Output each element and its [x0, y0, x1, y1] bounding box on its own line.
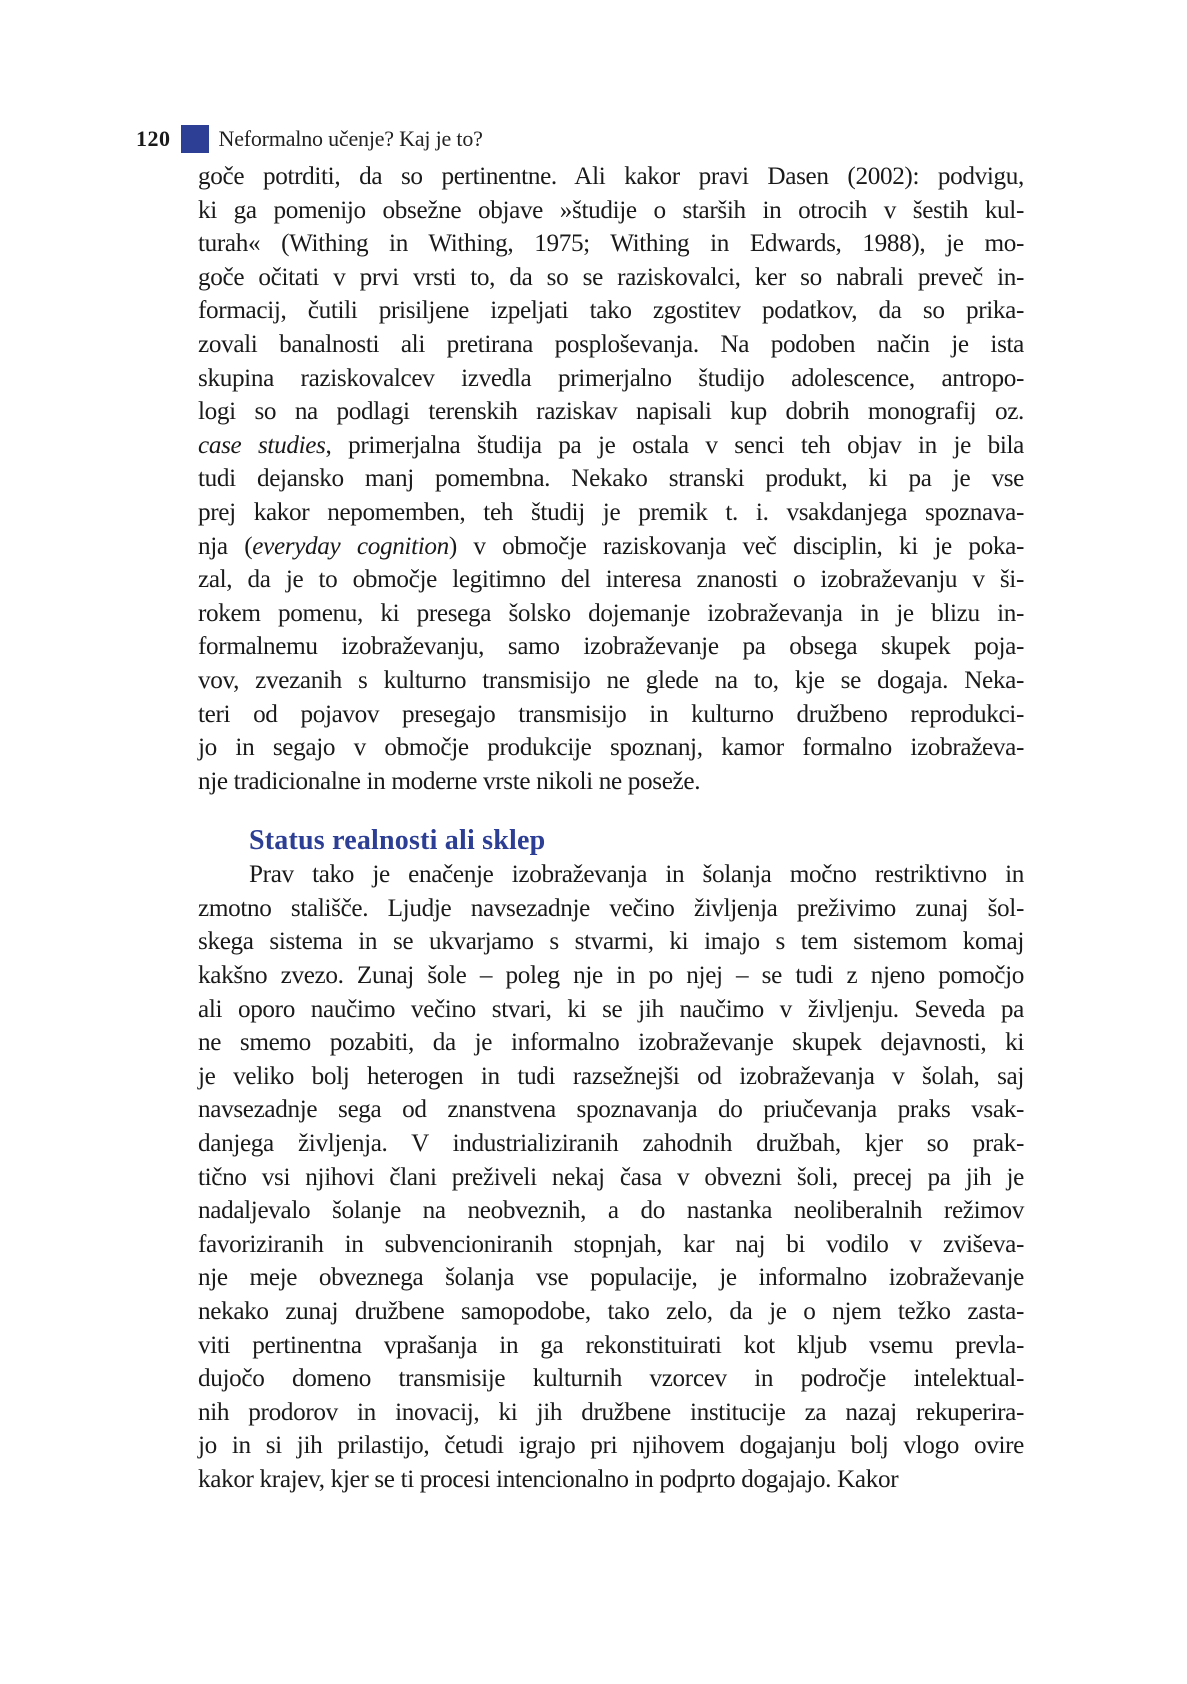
text-line: zal, da je to območje legitimno del interesa znanosti o izobraževanju v ši- — [198, 566, 1024, 594]
text-line: ki ga pomenijo obsežne objave »študije o starših in otrocih v šestih kul- — [198, 196, 1024, 224]
running-head — [136, 124, 483, 154]
text-line: viti pertinentna vprašanja in ga rekonstituirati kot kljub vsemu prevla- — [198, 1331, 1024, 1359]
text-line: ne smemo pozabiti, da je informalno izobraževanje skupek dejavnosti, ki — [198, 1029, 1024, 1057]
text-line: case studies, primerjalna študija pa je ostala v senci teh objav in je bila — [198, 431, 1024, 459]
text-line: nih prodorov in inovacij, ki jih družbene institucije za nazaj rekuperira- — [198, 1398, 1024, 1426]
paragraph-1 — [198, 160, 1024, 798]
text-line: nekako zunaj družbene samopodobe, tako zelo, da je o njem težko zasta- — [198, 1298, 1024, 1325]
body-text — [198, 160, 1024, 1497]
italic-term: everyday cognition — [252, 532, 449, 560]
text-line: Prav tako je enačenje izobraževanja in šolanja močno restriktivno in — [249, 861, 1024, 889]
italic-term: case studies — [198, 431, 326, 459]
text-line: nadaljevalo šolanje na neobveznih, a do nastanka neoliberalnih režimov — [198, 1197, 1024, 1225]
text-line: zovali banalnosti ali pretirana posploševanja. Na podoben način je ista — [198, 330, 1024, 358]
text-line: jo in segajo v območje produkcije spoznanj, kamor formalno izobraževa- — [198, 734, 1024, 762]
text-line: tudi dejansko manj pomembna. Nekako stranski produkt, ki pa je vse — [198, 465, 1024, 493]
text-line: skupina raziskovalcev izvedla primerjalno študijo adolescence, antropo- — [198, 364, 1024, 392]
text-line: danjega življenja. V industrializiranih zahodnih družbah, kjer so prak- — [198, 1130, 1024, 1158]
text-line: vov, zvezanih s kulturno transmisijo ne glede na to, kje se dogaja. Neka- — [198, 666, 1024, 694]
text-line: ali oporo naučimo večino stvari, ki se jih naučimo v življenju. Seveda pa — [198, 995, 1024, 1023]
text-line: formalnemu izobraževanju, samo izobraževanje pa obsega skupek poja- — [198, 633, 1024, 661]
text-line: nja (everyday cognition) v območje raziskovanja več disciplin, ki je poka- — [198, 532, 1024, 560]
section-heading: Status realnosti ali sklep — [249, 825, 546, 857]
text-line: favoriziranih in subvencioniranih stopnjah, kar naj bi vodilo v zviševa- — [198, 1230, 1024, 1258]
text-line: goče očitati v prvi vrsti to, da so se raziskovalci, ker so nabrali preveč in- — [198, 263, 1024, 291]
blue-square-icon — [181, 125, 209, 153]
text-line: formacij, čutili prisiljene izpeljati tako zgostitev podatkov, da so prika- — [198, 297, 1024, 325]
text-line: navsezadnje sega od znanstvena spoznavanja do priučevanja praks vsak- — [198, 1096, 1024, 1124]
text-line: skega sistema in se ukvarjamo s stvarmi, ki imajo s tem sistemom komaj — [198, 928, 1024, 956]
text-line: nje tradicionalne in moderne vrste nikoli ne poseže. — [198, 767, 701, 795]
text-line: logi so na podlagi terenskih raziskav napisali kup dobrih monografij oz. — [198, 398, 1024, 426]
text-line: rokem pomenu, ki presega šolsko dojemanje izobraževanja in je blizu in- — [198, 599, 1024, 627]
running-title: Neformalno učenje? Kaj je to? — [218, 126, 483, 151]
text-line: zmotno stališče. Ljudje navsezadnje večino življenja preživimo zunaj šol- — [198, 894, 1024, 922]
text-line: turah« (Withing in Withing, 1975; Withing in Edwards, 1988), je mo- — [198, 230, 1024, 258]
paragraph-2 — [198, 858, 1024, 1496]
text-line: je veliko bolj heterogen in tudi razsežnejši od izobraževanja v šolah, saj — [198, 1062, 1024, 1090]
text-line: prej kakor nepomemben, teh študij je premik t. i. vsakdanjega spoznava- — [198, 498, 1024, 526]
page-number: 120 — [136, 126, 171, 151]
text-line: kakor krajev, kjer se ti procesi intencionalno in podprto dogajajo. Kakor — [198, 1465, 899, 1493]
text-line: teri od pojavov presegajo transmisijo in kulturno družbeno reprodukci- — [198, 700, 1024, 728]
text-line: tično vsi njihovi člani preživeli nekaj časa v obvezni šoli, precej pa jih je — [198, 1163, 1024, 1191]
text-line: kakšno zvezo. Zunaj šole – poleg nje in po njej – se tudi z njeno pomočjo — [198, 962, 1024, 990]
text-line: dujočo domeno transmisije kulturnih vzorcev in področje intelektual- — [198, 1365, 1024, 1393]
text-line: goče potrditi, da so pertinentne. Ali kakor pravi Dasen (2002): podvigu, — [198, 163, 1024, 190]
text-line: jo in si jih prilastijo, četudi igrajo pri njihovem dogajanju bolj vlogo ovire — [198, 1432, 1024, 1460]
text-line: nje meje obveznega šolanja vse populacije, je informalno izobraževanje — [198, 1264, 1024, 1292]
